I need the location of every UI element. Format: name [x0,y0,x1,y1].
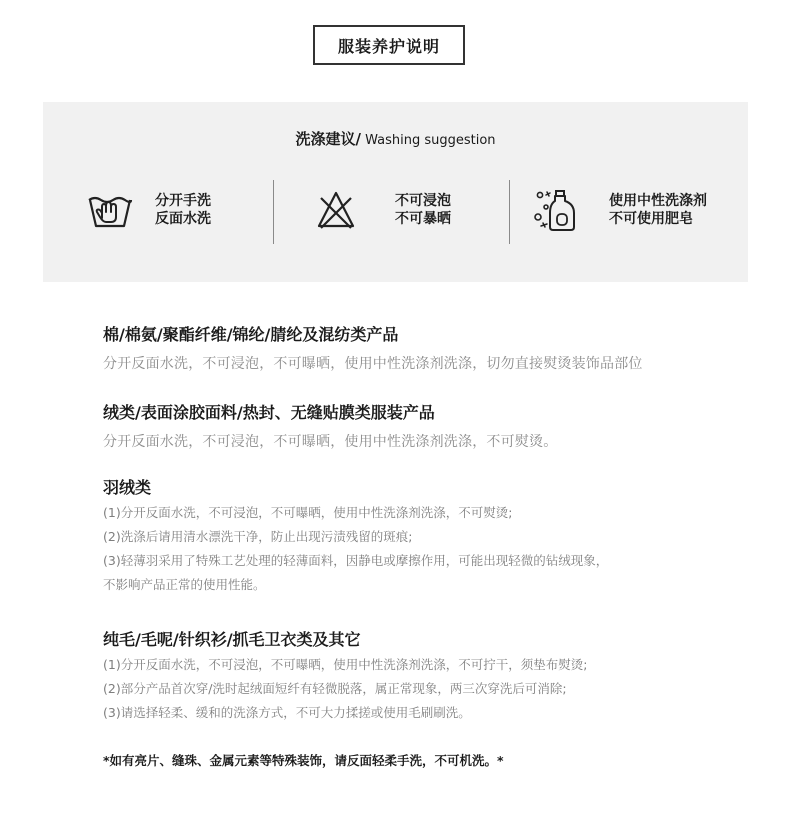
hand-wash-text [155,192,211,228]
section-title-velvet: 绒类/表面涂胶面料/热封、无缝贴膜类服装产品 [103,403,435,422]
section-list-down [103,501,608,597]
no-soak-line1: 不可浸泡 [395,193,451,209]
washing-heading-en: Washing suggestion [360,133,496,148]
washing-heading-cn: 洗涤建议/ [295,130,361,148]
detergent-bottle-icon [533,187,579,233]
washing-suggestion-panel [43,102,748,282]
section-title-cotton: 棉/棉氨/聚酯纤维/锦纶/腈纶及混纺类产品 [103,325,399,344]
list-item: (3)轻薄羽采用了特殊工艺处理的轻薄面料，因静电或摩擦作用，可能出现轻微的钻绒现象， [103,553,609,568]
section-body-cotton: 分开反面水洗，不可浸泡，不可曝晒，使用中性洗涤剂洗涤，切勿直接熨烫装饰品部位 [103,356,643,372]
wash-item-detergent [533,184,707,236]
no-soak-text [395,192,451,228]
detergent-line1: 使用中性洗涤剂 [609,193,707,209]
hand-wash-line2: 反面水洗 [155,211,211,227]
detergent-text [609,192,707,228]
wash-item-no-soak [313,184,451,236]
section-title-down: 羽绒类 [103,478,152,497]
section-body-velvet: 分开反面水洗，不可浸泡，不可曝晒，使用中性洗涤剂洗涤，不可熨烫。 [103,434,558,450]
list-item: (2)洗涤后请用清水漂洗干净，防止出现污渍残留的斑痕; [103,529,413,544]
hand-wash-line1: 分开手洗 [155,193,211,209]
list-item: (1)分开反面水洗，不可浸泡，不可曝晒，使用中性洗涤剂洗涤，不可拧干，须垫布熨烫; [103,657,588,672]
wash-item-hand-wash [87,184,211,236]
hand-wash-icon [87,187,133,233]
washing-heading [43,128,748,149]
footnote: *如有亮片、缝珠、金属元素等特殊装饰，请反面轻柔手洗，不可机洗。* [103,753,504,768]
no-soak-line2: 不可暴晒 [395,211,451,227]
divider [509,180,510,244]
divider [273,180,274,244]
list-item: 不影响产品正常的使用性能。 [103,577,266,592]
no-soak-icon [313,187,359,233]
list-item: (1)分开反面水洗，不可浸泡，不可曝晒，使用中性洗涤剂洗涤，不可熨烫; [103,505,513,520]
list-item: (3)请选择轻柔、缓和的洗涤方式，不可大力揉搓或使用毛刷刷洗。 [103,705,471,720]
section-title-wool: 纯毛/毛呢/针织衫/抓毛卫衣类及其它 [103,630,361,649]
detergent-line2: 不可使用肥皂 [609,211,693,227]
list-item: (2)部分产品首次穿/洗时起绒面短纤有轻微脱落，属正常现象，两三次穿洗后可消除; [103,681,567,696]
section-list-wool [103,653,587,725]
page-title: 服装养护说明 [313,25,465,65]
